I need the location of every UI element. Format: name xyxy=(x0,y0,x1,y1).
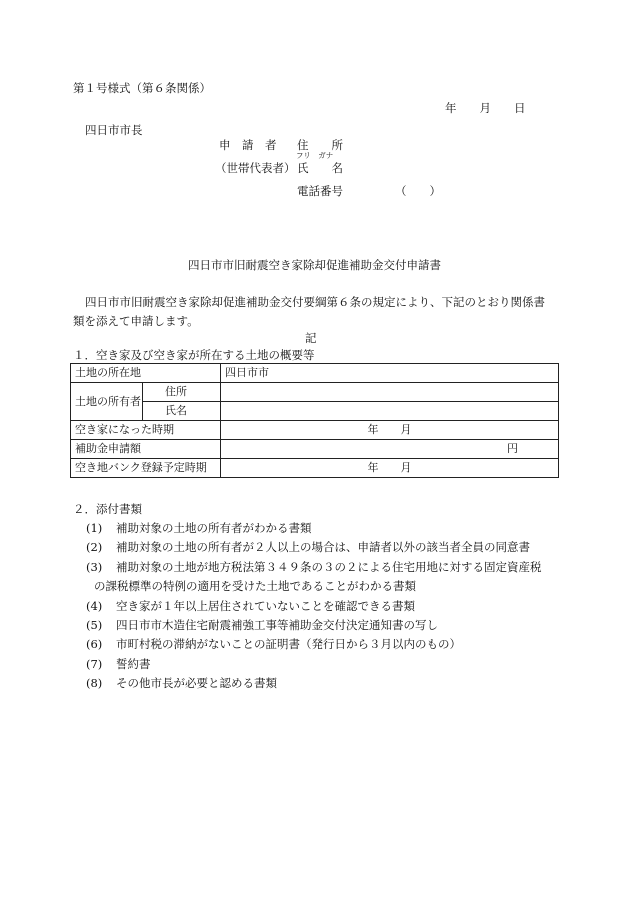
list-item xyxy=(94,577,542,596)
attachment-number: (7) xyxy=(86,656,103,671)
owner-name-label: 氏名 xyxy=(143,402,221,421)
date-line: 年 月 日 xyxy=(445,101,526,115)
list-item xyxy=(86,558,542,577)
table-row xyxy=(71,440,559,459)
phone-label: 電話番号 xyxy=(297,184,343,198)
overview-table xyxy=(70,363,559,478)
list-item xyxy=(86,616,542,635)
table-row xyxy=(71,364,559,383)
list-item xyxy=(86,635,542,654)
attachment-text: 補助対象の土地が地方税法第３４９条の３の２による住宅用地に対する固定資産税 xyxy=(116,559,542,574)
attachment-text: その他市長が必要と認める書類 xyxy=(116,676,277,691)
list-item xyxy=(86,597,542,616)
bank-registration-value: 年 月 xyxy=(221,459,559,478)
table-row xyxy=(71,383,559,402)
representative-label: （世帯代表者） xyxy=(215,161,296,175)
attachment-number: (8) xyxy=(86,676,103,691)
list-item xyxy=(86,655,542,674)
attachment-text: 補助対象の土地の所有者がわかる書類 xyxy=(116,521,312,535)
table-row xyxy=(71,421,559,440)
furigana-label: フリ ガナ xyxy=(296,151,334,160)
intro-line-2: 類を添えて申請します。 xyxy=(73,314,199,328)
attachment-text: 空き家が１年以上居住されていないことを確認できる書類 xyxy=(116,598,415,613)
list-item xyxy=(86,538,542,557)
table-row xyxy=(71,459,559,478)
attachment-text: 四日市市木造住宅耐震補強工事等補助金交付決定通知書の写し xyxy=(116,617,438,632)
attachment-number: (1) xyxy=(86,521,103,535)
table-row xyxy=(71,402,559,421)
attachment-text: の課税標準の特例の適用を受けた土地であることがわかる書類 xyxy=(94,579,416,594)
land-location-value: 四日市市 xyxy=(221,364,559,383)
applicant-name-label: 氏 名 xyxy=(297,161,343,175)
bank-registration-label: 空き地バンク登録予定時期 xyxy=(71,459,221,478)
subsidy-amount-unit: 円 xyxy=(221,440,559,459)
applicant-title: 申 請 者 xyxy=(219,138,277,152)
ki-mark: 記 xyxy=(305,331,317,345)
owner-address-label: 住所 xyxy=(143,383,221,402)
phone-parens: （ ） xyxy=(395,184,441,198)
land-location-label: 土地の所在地 xyxy=(71,364,221,383)
owner-name-value xyxy=(221,402,559,421)
vacancy-time-value: 年 月 xyxy=(221,421,559,440)
attachment-number: (2) xyxy=(86,540,103,555)
section-2-heading: ２．添付書類 xyxy=(73,502,142,516)
addressee: 四日市市長 xyxy=(85,123,143,137)
document-title: 四日市市旧耐震空き家除却促進補助金交付申請書 xyxy=(188,258,441,272)
vacancy-time-label: 空き家になった時期 xyxy=(71,421,221,440)
owner-label: 土地の所有者 xyxy=(71,383,143,421)
attachment-text: 誓約書 xyxy=(116,656,151,671)
attachment-number: (4) xyxy=(86,598,103,613)
applicant-address-label: 住 所 xyxy=(297,138,343,152)
intro-line-1: 四日市市旧耐震空き家除却促進補助金交付要綱第６条の規定により、下記のとおり関係書 xyxy=(85,295,545,309)
subsidy-amount-label: 補助金申請額 xyxy=(71,440,221,459)
owner-address-value xyxy=(221,383,559,402)
attachment-number: (5) xyxy=(86,617,103,632)
attachment-text: 補助対象の土地の所有者が２人以上の場合は、申請者以外の該当者全員の同意書 xyxy=(116,540,530,555)
attachment-number: (6) xyxy=(86,637,103,652)
attachment-list xyxy=(86,519,542,694)
list-item xyxy=(86,674,542,693)
form-number-label: 第１号様式（第６条関係） xyxy=(73,81,211,95)
attachment-text: 市町村税の滞納がないことの証明書（発行日から３月以内のもの） xyxy=(116,637,461,652)
attachment-number: (3) xyxy=(86,559,103,574)
list-item xyxy=(86,519,542,538)
section-1-heading: １．空き家及び空き家が所在する土地の概要等 xyxy=(73,348,315,362)
